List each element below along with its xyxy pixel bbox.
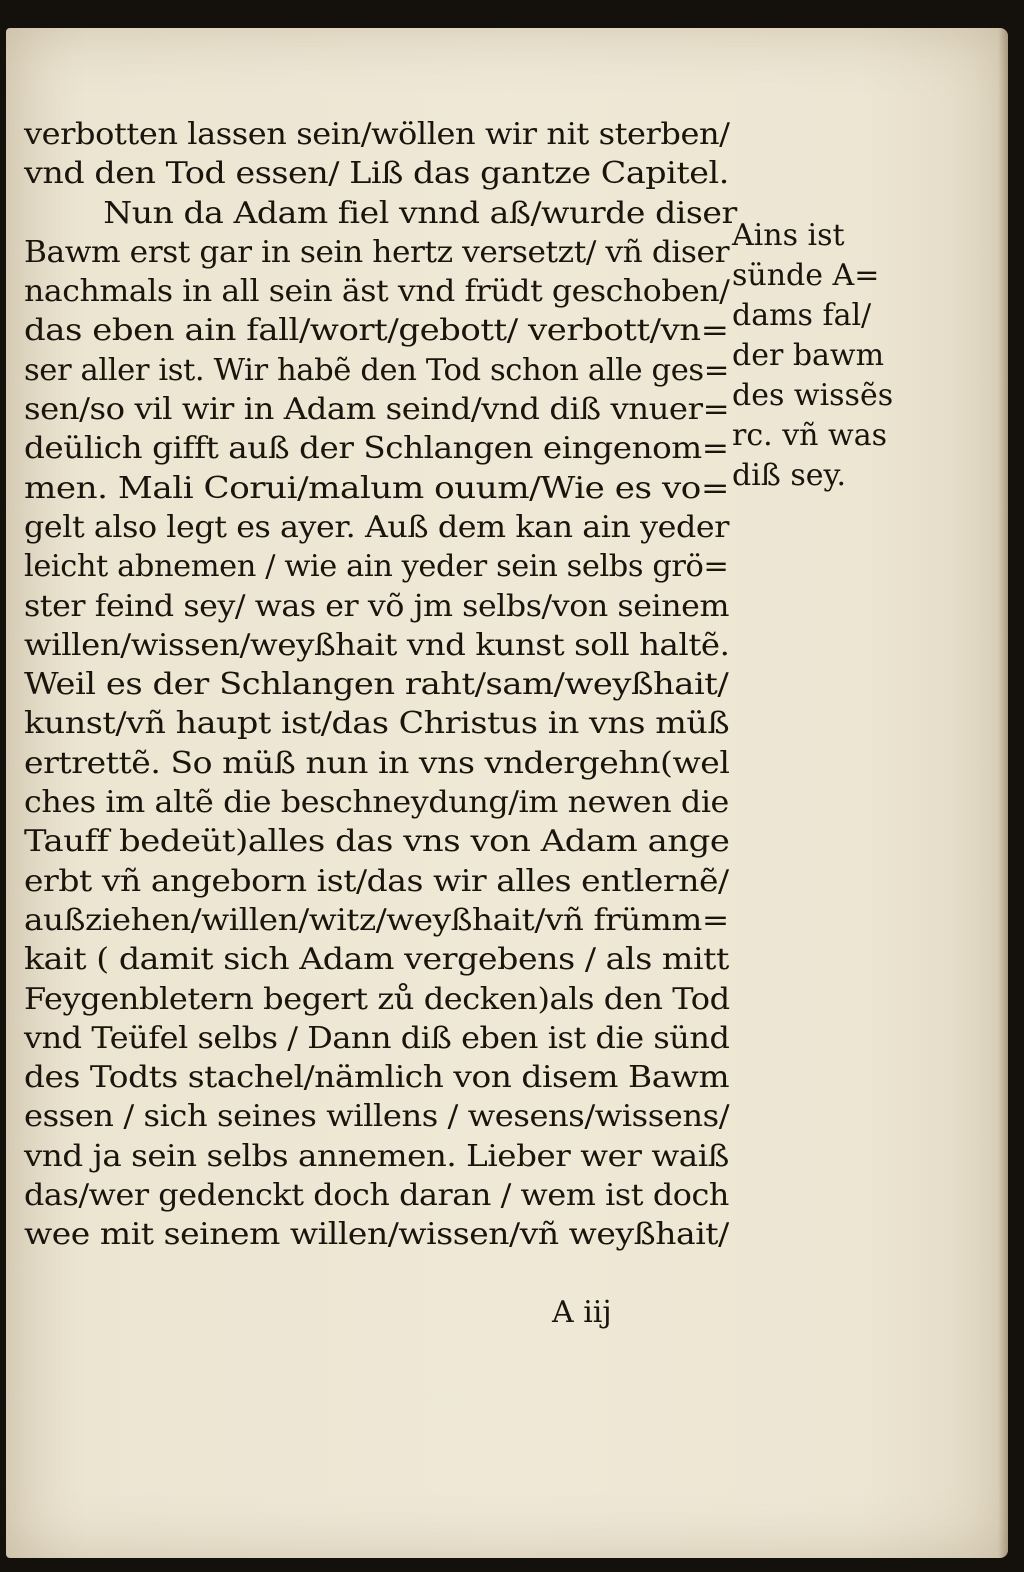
text-line: deülich gifft auß der Schlangen eingenom=: [24, 431, 729, 467]
marginal-line: des wissẽs: [732, 378, 894, 413]
marginal-note: [732, 216, 902, 496]
text-line: erbt vñ angeborn ist/das wir alles entlernẽ/: [24, 863, 729, 899]
text-line: Tauff bedeüt)alles das vns von Adam ange: [24, 824, 730, 860]
text-line: außziehen/willen/witz/weyßhait/vñ frümm=: [24, 902, 729, 938]
text-line: men. Mali Corui/malum ouum/Wie es vo=: [24, 470, 729, 506]
text-line: vnd ja sein selbs annemen. Lieber wer waiß: [24, 1138, 729, 1174]
marginal-line: sünde A=: [732, 258, 880, 293]
text-line: Bawm erst gar in sein hertz versetzt/ vñ diser: [24, 234, 730, 270]
text-line: verbotten lassen sein/wöllen wir nit sterben/: [24, 117, 730, 152]
text-line: des Todts stachel/nämlich von disem Bawm: [24, 1060, 730, 1096]
text-line: ster feind sey/ was er võ jm selbs/von seinem: [24, 588, 730, 624]
text-line: leicht abnemen / wie ain yeder sein selbs grö=: [24, 549, 729, 585]
text-line: Nun da Adam fiel vnnd aß/wurde diser: [103, 195, 737, 231]
text-line: gelt also legt es ayer. Auß dem kan ain yeder: [24, 509, 729, 545]
text-line: ertrettẽ. So müß nun in vns vndergehn(wel: [24, 745, 730, 781]
text-line: nachmals in all sein äst vnd früdt geschoben/: [24, 274, 730, 310]
text-line: vnd Teüfel selbs / Dann diß eben ist die sünd: [24, 1020, 730, 1056]
text-line: das/wer gedenckt doch daran / wem ist doch: [24, 1178, 729, 1214]
marginal-line: diß sey.: [732, 458, 847, 493]
text-line: ches im altẽ die beschneydung/im newen die: [24, 785, 729, 821]
marginal-line: der bawm: [732, 338, 885, 373]
page-edge-shadow: [998, 28, 1008, 1558]
text-line: willen/wissen/weyßhait vnd kunst soll haltẽ.: [24, 627, 730, 663]
main-text-block: [24, 115, 737, 1255]
text-line: Feygenbletern begert zů decken)als den Tod: [24, 981, 730, 1017]
marginal-line: Ains ist: [732, 218, 845, 253]
text-line: kunst/vñ haupt ist/das Christus in vns müß: [24, 706, 730, 742]
marginal-line: dams fal/: [732, 298, 872, 333]
text-line: wee mit seinem willen/wissen/vñ weyßhait/: [24, 1217, 729, 1253]
text-line: sen/so vil wir in Adam seind/vnd diß vnuer=: [24, 392, 730, 428]
signature-mark: A iij: [552, 1295, 612, 1330]
text-line: das eben ain fall/wort/gebott/ verbott/vn=: [24, 313, 729, 349]
text-line: kait ( damit sich Adam vergebens / als mitt: [24, 942, 729, 978]
text-line: ser aller ist. Wir habẽ den Tod schon alle ges=: [24, 352, 729, 388]
marginal-line: rc. vñ was: [732, 418, 887, 453]
text-line: vnd den Tod essen/ Liß das gantze Capitel.: [24, 156, 729, 192]
text-line: essen / sich seines willens / wesens/wissens/: [24, 1099, 730, 1135]
text-line: Weil es der Schlangen raht/sam/weyßhait/: [24, 667, 729, 703]
